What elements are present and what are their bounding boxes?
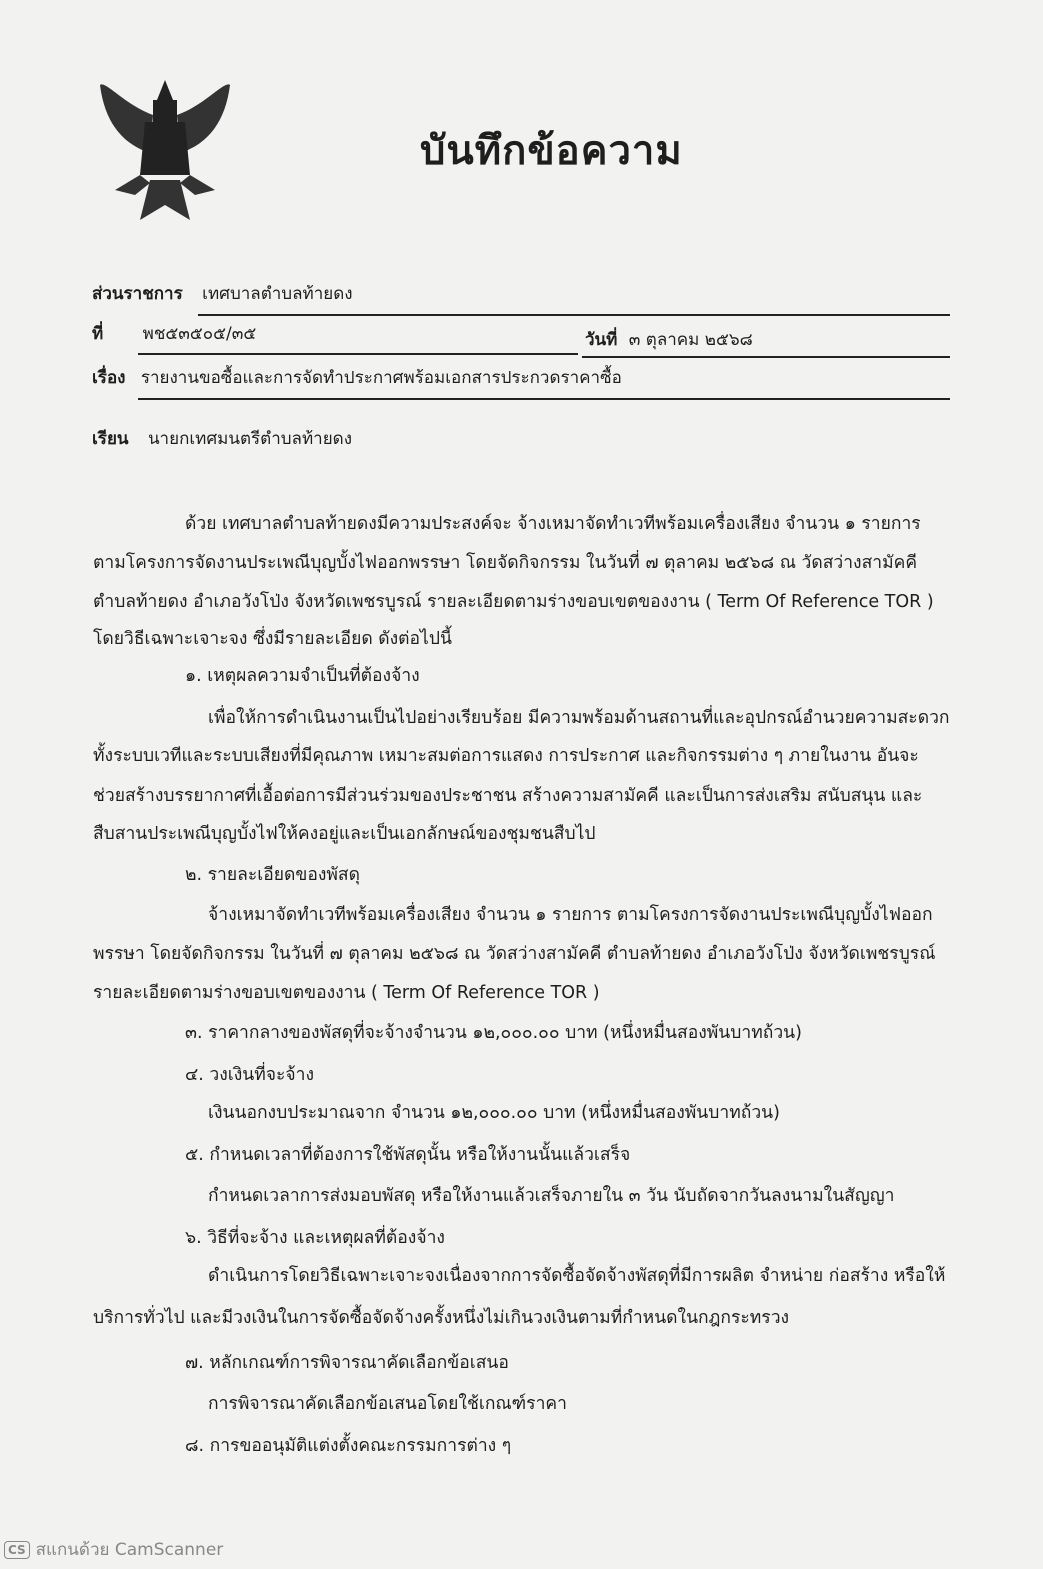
section-heading: ๗. หลักเกณฑ์การพิจารณาคัดเลือกข้อเสนอ: [185, 1353, 509, 1373]
divider: [138, 353, 578, 355]
date-field: [585, 326, 753, 353]
body-text-line: ช่วยสร้างบรรยากาศที่เอื้อต่อการมีส่วนร่วมของประชาชน สร้างความสามัคคี และเป็นการส่งเสริม สนับสนุน และ: [93, 786, 923, 806]
to-label: เรียน: [92, 429, 129, 449]
section-heading: ๘. การขออนุมัติแต่งตั้งคณะกรรมการต่าง ๆ: [185, 1436, 512, 1456]
divider: [198, 314, 950, 316]
subject-label: เรื่อง: [92, 368, 126, 388]
body-text-line: จ้างเหมาจัดทำเวทีพร้อมเครื่องเสียง จำนวน ๑ รายการ ตามโครงการจัดงานประเพณีบุญบั้งไฟออก: [208, 905, 933, 925]
body-text-line: ด้วย เทศบาลตำบลท้ายดงมีความประสงค์จะ จ้างเหมาจัดทำเวทีพร้อมเครื่องเสียง จำนวน ๑ รายการ: [185, 514, 921, 534]
body-text-line: เพื่อให้การดำเนินงานเป็นไปอย่างเรียบร้อย มีความพร้อมด้านสถานที่และอุปกรณ์อำนวยความสะดวก: [208, 708, 950, 728]
divider: [138, 398, 950, 400]
body-text-line: ทั้งระบบเวทีและระบบเสียงที่มีคุณภาพ เหมาะสมต่อการแสดง การประกาศ และกิจกรรมต่าง ๆ ภายในงาน อันจะ: [93, 746, 919, 766]
department-label: ส่วนราชการ: [92, 284, 183, 304]
scanner-watermark: [4, 1536, 223, 1563]
body-text-line: รายละเอียดตามร่างขอบเขตของงาน ( Term Of Reference TOR ): [93, 983, 600, 1003]
section-heading: ๕. กำหนดเวลาที่ต้องการใช้พัสดุนั้น หรือให้งานนั้นแล้วเสร็จ: [185, 1145, 631, 1165]
camscanner-logo: CS: [4, 1541, 30, 1559]
section-heading: ๑. เหตุผลความจำเป็นที่ต้องจ้าง: [185, 666, 420, 686]
divider: [582, 356, 950, 358]
subject-value: รายงานขอซื้อและการจัดทำประกาศพร้อมเอกสารประกวดราคาซื้อ: [140, 368, 622, 388]
body-text-line: สืบสานประเพณีบุญบั้งไฟให้คงอยู่และเป็นเอกลักษณ์ของชุมชนสืบไป: [93, 824, 596, 844]
date-label: วันที่: [585, 330, 618, 350]
department-value: เทศบาลตำบลท้ายดง: [202, 284, 353, 304]
to-value: นายกเทศมนตรีตำบลท้ายดง: [147, 429, 353, 449]
document-title: บันทึกข้อความ: [420, 128, 683, 174]
body-text-line: ตามโครงการจัดงานประเพณีบุญบั้งไฟออกพรรษา โดยจัดกิจกรรม ในวันที่ ๗ ตุลาคม ๒๕๖๘ ณ วัดสว่างสามัคคี: [93, 553, 918, 573]
section-heading: ๖. วิธีที่จะจ้าง และเหตุผลที่ต้องจ้าง: [185, 1228, 445, 1248]
garuda-emblem: [95, 75, 235, 225]
section-heading: ๔. วงเงินที่จะจ้าง: [185, 1065, 315, 1085]
body-text-line: ตำบลท้ายดง อำเภอวังโป่ง จังหวัดเพชรบูรณ์ รายละเอียดตามร่างขอบเขตของงาน ( Term Of Reference TOR ): [93, 592, 934, 612]
ref-field: [92, 320, 256, 347]
body-text-line: บริการทั่วไป และมีวงเงินในการจัดซื้อจัดจ้างครั้งหนึ่งไม่เกินวงเงินตามที่กำหนดในกฎกระทรวง: [93, 1308, 790, 1328]
subject-field: [92, 364, 622, 391]
ref-value: พช๕๓๕๐๕/๓๕: [142, 324, 257, 344]
to-field: [92, 425, 352, 452]
watermark-text: สแกนด้วย CamScanner: [35, 1540, 224, 1560]
body-text-line: ดำเนินการโดยวิธีเฉพาะเจาะจงเนื่องจากการจัดซื้อจัดจ้างพัสดุที่มีการผลิต จำหน่าย ก่อสร้าง หรือให้: [208, 1266, 946, 1286]
section-heading: ๒. รายละเอียดของพัสดุ: [185, 865, 360, 885]
body-text-line: กำหนดเวลาการส่งมอบพัสดุ หรือให้งานแล้วเสร็จภายใน ๓ วัน นับถัดจากวันลงนามในสัญญา: [208, 1186, 895, 1206]
ref-label: ที่: [92, 324, 104, 344]
body-text-line: เงินนอกงบประมาณจาก จำนวน ๑๒,๐๐๐.๐๐ บาท (หนึ่งหมื่นสองพันบาทถ้วน): [208, 1103, 780, 1123]
body-text-line: พรรษา โดยจัดกิจกรรม ในวันที่ ๗ ตุลาคม ๒๕๖๘ ณ วัดสว่างสามัคคี ตำบลท้ายดง อำเภอวังโป่ง จังหวัดเพชรบูรณ์: [93, 944, 936, 964]
date-value: ๓ ตุลาคม ๒๕๖๘: [628, 330, 753, 350]
department-field: [92, 280, 353, 307]
section-heading: ๓. ราคากลางของพัสดุที่จะจ้างจำนวน ๑๒,๐๐๐.๐๐ บาท (หนึ่งหมื่นสองพันบาทถ้วน): [185, 1023, 802, 1043]
body-text-line: โดยวิธีเฉพาะเจาะจง ซึ่งมีรายละเอียด ดังต่อไปนี้: [93, 629, 452, 649]
body-text-line: การพิจารณาคัดเลือกข้อเสนอโดยใช้เกณฑ์ราคา: [208, 1394, 567, 1414]
